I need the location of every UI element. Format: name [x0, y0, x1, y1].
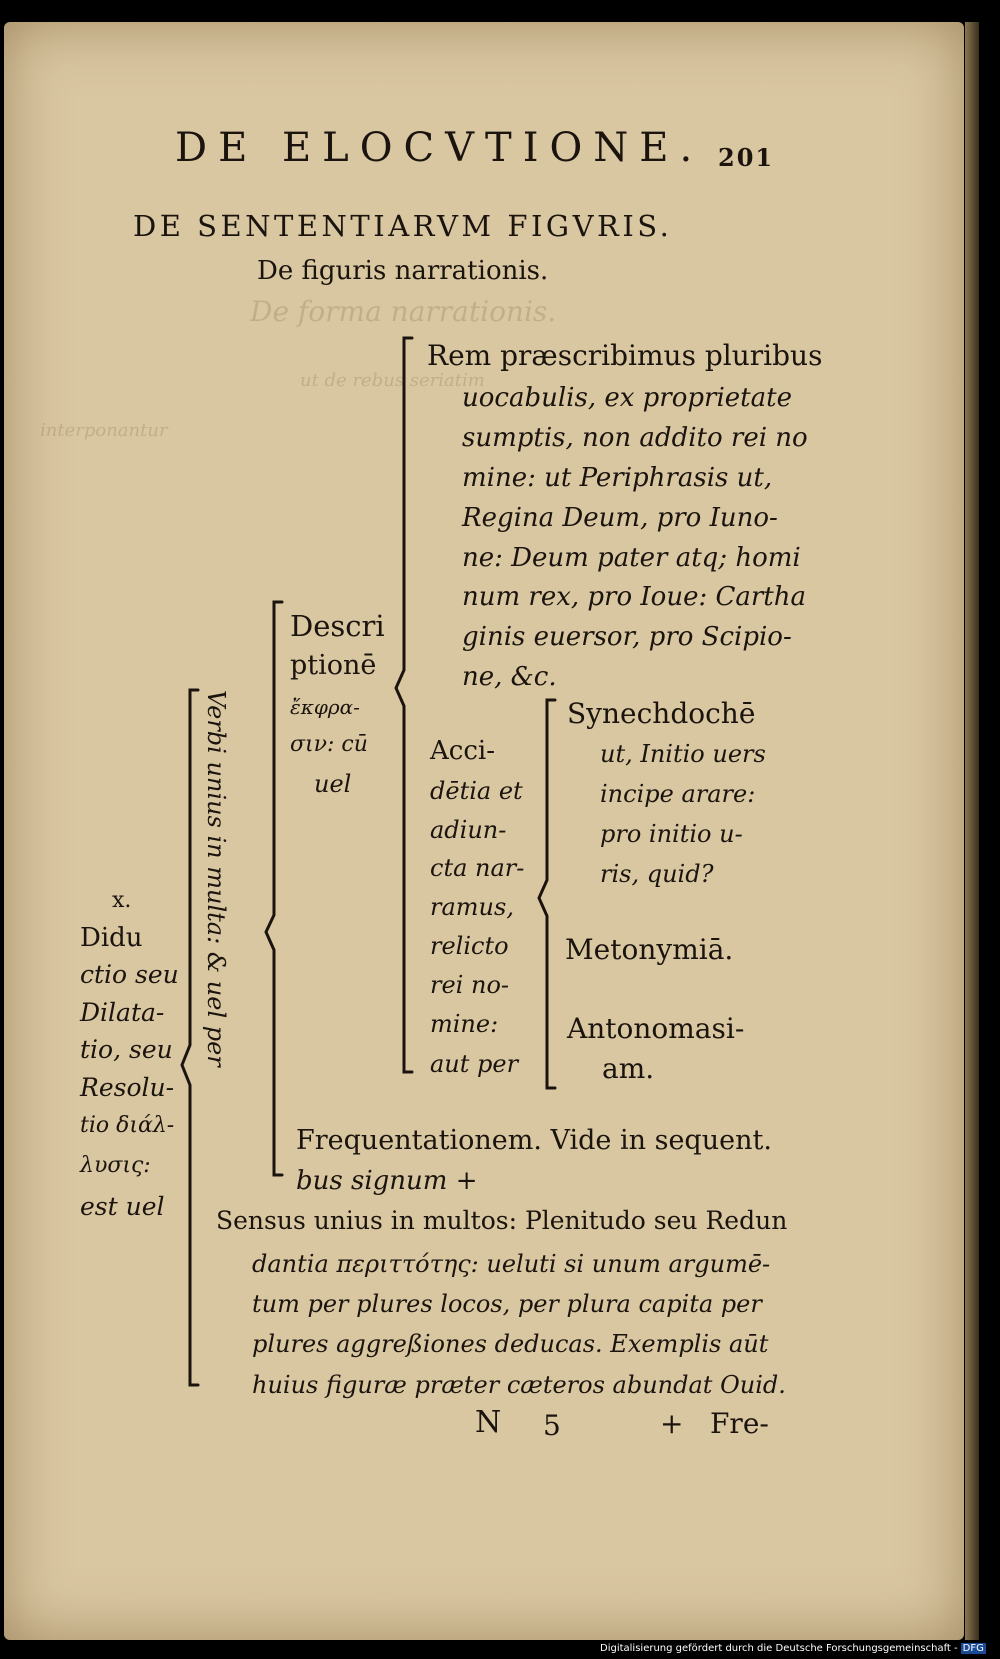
accidentia-brace — [539, 700, 555, 1088]
synechdoche-line: ris, quid? — [600, 860, 714, 888]
accidentia-line: Acci- — [430, 736, 495, 766]
rem-line: ne: Deum pater atq; homi — [462, 543, 801, 573]
antonomasia-line: Antonomasi- — [567, 1012, 745, 1045]
accidentia-line: cta nar- — [430, 854, 525, 882]
rem-line: sumptis, non addito rei no — [462, 423, 808, 453]
frequentatio-line: Frequentationem. Vide in sequent. — [296, 1125, 772, 1156]
signature-mark: N — [475, 1405, 502, 1440]
synechdoche-line: incipe arare: — [600, 780, 756, 808]
catchword: Fre- — [710, 1407, 769, 1440]
verbi-brace — [266, 602, 282, 1175]
sensus-line: tum per plures locos, per plura capita per — [252, 1290, 762, 1318]
antonomasia-line: am. — [602, 1052, 655, 1085]
accidentia-line: rei no- — [430, 971, 509, 999]
rem-line: Rem præscribimus pluribus — [427, 339, 823, 372]
sensus-line: dantia περιττότης: ueluti si unum argumē- — [252, 1250, 771, 1278]
rem-line: Regina Deum, pro Iuno- — [462, 503, 778, 533]
rem-line: ne, &c. — [462, 662, 557, 692]
vertical-label: Verbi unius in multa: & uel per — [202, 690, 230, 1067]
synechdoche-line: pro initio u- — [600, 820, 743, 848]
left-line: ctio seu — [80, 960, 179, 989]
accidentia-line: aut per — [430, 1050, 519, 1078]
left-line: Resolu- — [80, 1073, 175, 1102]
descriptio-line: ἔκφρα- — [290, 695, 360, 719]
bleed-through-line: ut de rebus seriatim — [300, 370, 485, 391]
descriptio-line: ptionē — [290, 650, 377, 681]
descriptio-brace — [396, 338, 412, 1072]
signature-cross: + — [660, 1407, 684, 1440]
descriptio-line: uel — [314, 770, 352, 798]
bleed-through-line: De forma narrationis. — [250, 295, 557, 328]
accidentia-line: mine: — [430, 1010, 499, 1038]
descriptio-line: σιν: cū — [290, 732, 368, 757]
left-line: Didu — [80, 923, 143, 953]
accidentia-line: ramus, — [430, 893, 514, 921]
accidentia-line: dētia et — [430, 777, 523, 805]
accidentia-line: relicto — [430, 932, 509, 960]
footer-text: Digitalisierung gefördert durch die Deutsche Forschungsgemeinschaft - — [600, 1643, 958, 1654]
sensus-line: Sensus unius in multos: Plenitudo seu Redun — [216, 1206, 788, 1235]
synechdoche-line: ut, Initio uers — [600, 740, 766, 768]
left-line: tio, seu — [80, 1035, 173, 1064]
left-line: est uel — [80, 1192, 165, 1221]
figure-number: x. — [112, 888, 132, 913]
rem-line: ginis euersor, pro Scipio- — [462, 622, 792, 652]
rem-line: uocabulis, ex proprietate — [462, 383, 792, 413]
section-title: DE SENTENTIARVM FIGVRIS. — [133, 209, 673, 243]
running-head-title: DE ELOCVTIONE. — [175, 125, 704, 171]
sensus-line: plures aggreßiones deducas. Exemplis aūt — [252, 1330, 769, 1358]
synechdoche-line: Synechdochē — [567, 697, 756, 730]
dfg-logo: DFG — [962, 1643, 984, 1654]
left-line: λυσις: — [80, 1153, 151, 1178]
frequentatio-line: bus signum + — [296, 1166, 478, 1196]
signature-number: 5 — [543, 1409, 561, 1442]
metonymia-label: Metonymiā. — [565, 933, 734, 966]
rem-line: mine: ut Periphrasis ut, — [462, 463, 773, 493]
accidentia-line: adiun- — [430, 816, 507, 844]
main-brace — [182, 690, 198, 1385]
left-line: Dilata- — [80, 998, 165, 1027]
section-subtitle: De figuris narrationis. — [257, 256, 549, 286]
bleed-through-line: interponantur — [40, 420, 168, 441]
left-line: tio διάλ- — [80, 1113, 175, 1138]
folio-number: 201 — [718, 143, 775, 172]
sensus-line: huius figuræ præter cæteros abundat Ouid. — [252, 1371, 786, 1399]
rem-line: num rex, pro Ioue: Cartha — [462, 582, 807, 612]
descriptio-line: Descri — [290, 609, 385, 643]
digitization-footer — [600, 1643, 992, 1657]
